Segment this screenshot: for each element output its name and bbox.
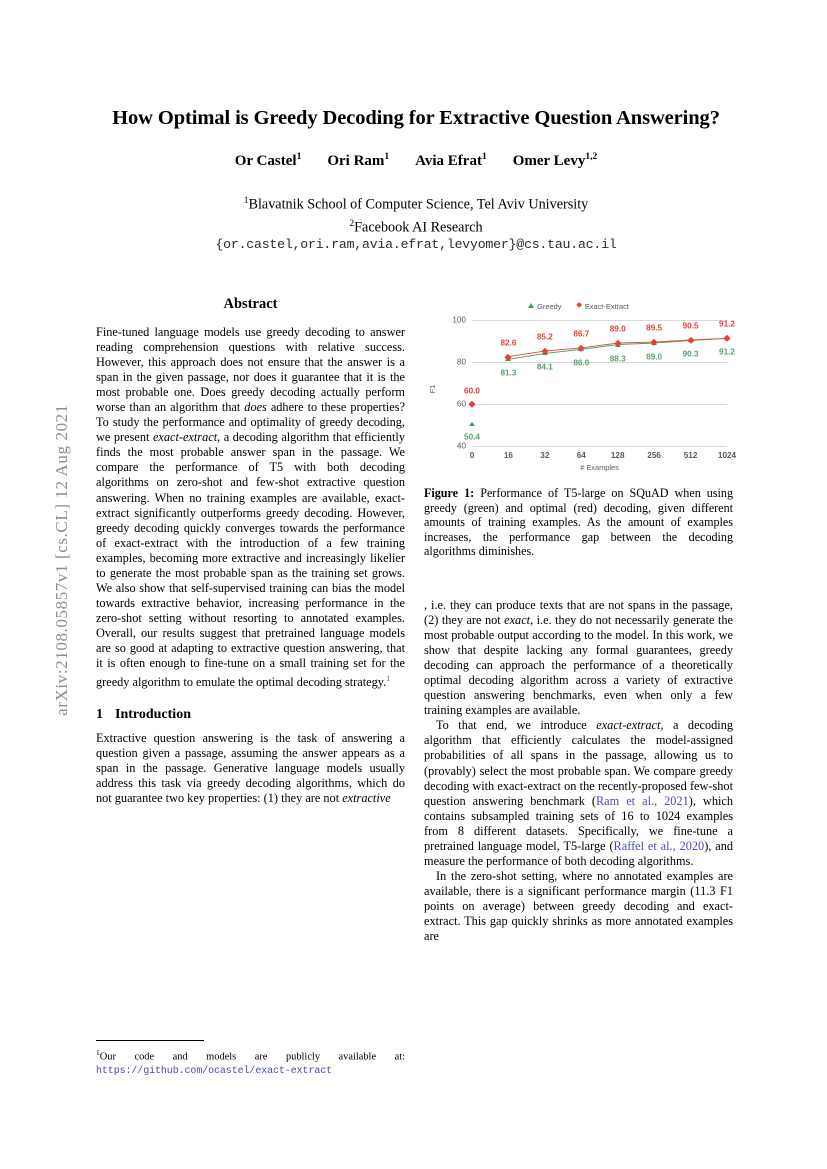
chart-data-label: 85.2 (536, 332, 553, 342)
affiliation-line (96, 192, 736, 215)
figure-caption-text: Performance of T5-large on SQuAD when using greedy (green) and optimal (red) decoding, given different amounts of training examples. As the amount of examples increases, the performance gap between the decoding algorithms diminishes. (424, 486, 734, 559)
chart-data-label: 84.1 (536, 362, 553, 372)
chart-data-label: 82.6 (500, 338, 517, 348)
abstract-paragraph (96, 325, 405, 690)
author-affil-marker: 1 (481, 152, 487, 162)
chart-plot-area (452, 315, 737, 460)
abstract-text-b: adhere to these properties? To study the performance and optimality of greedy decoding, we present (96, 400, 405, 445)
chart-y-tick: 40 (456, 441, 466, 451)
affiliation-text: Blavatnik School of Computer Science, Tel Aviv University (248, 196, 589, 213)
author-name: Ori Ram (327, 153, 385, 169)
abstract-emph-does: does (244, 400, 267, 415)
chart-legend (424, 302, 733, 311)
intro-emph-exact: exact (504, 613, 531, 628)
intro-text-b: , i.e. they can produce texts that are not spans in the passage, (2) they are not (424, 598, 733, 628)
author-affil-marker: 1 (296, 152, 302, 162)
affiliation-text: Facebook AI Research (354, 219, 483, 236)
author-affil-marker: 1,2 (585, 152, 598, 162)
intro2-text-d: ), and measure the performance of both decoding algorithms. (424, 838, 733, 868)
affiliation-line (96, 215, 736, 238)
chart-y-tick: 100 (452, 315, 466, 325)
intro-text-c: , i.e. they do not necessarily generate the most probable output according to the model. In this work, we show that despite lacking any formal guarantees, greedy decoding can approach the performance of a theoretically optimal decoding algorithm across a variety of extractive question answering benchmarks, even when only a few training examples are available. (424, 613, 733, 718)
author-name: Avia Efrat (415, 153, 482, 169)
footnote-text (96, 1046, 405, 1078)
author-name: Omer Levy (512, 153, 586, 169)
affiliation-block (96, 192, 736, 237)
chart-x-tick: 32 (540, 451, 550, 460)
chart-data-point (469, 422, 475, 426)
intro2-text-c: ), which contains subsampled training sets of 16 to 1024 examples from 8 different datasets. Specifically, we fine-tune a pretrained language model, T5-large ( (424, 793, 733, 853)
chart-x-axis-label: # Examples (580, 463, 619, 472)
footnote-body: Our code and models are publicly available at: (99, 1051, 405, 1063)
chart-x-tick: 256 (647, 451, 661, 460)
chart-data-label: 89.5 (646, 323, 663, 333)
legend-item-greedy (528, 302, 561, 311)
chart-data-label: 91.2 (719, 347, 735, 357)
figure-label: Figure 1: (424, 486, 475, 500)
intro-text-a: Extractive question answering is the task of answering a question given a passage, assuming the answer appears as a span in the passage. Generative language models usually address this task via greedy decoding algorithms, which do not guarantee two key properties: (1) they are not (96, 731, 405, 806)
chart-data-label: 90.3 (682, 349, 699, 359)
chart-y-axis-label: F1 (427, 384, 437, 394)
figure-1 (424, 298, 737, 559)
chart-y-tick: 60 (456, 399, 466, 409)
abstract-text-a: Fine-tuned language models use greedy decoding to answer reading comprehension questions with relative success. However, this approach does not ensure that the answer is a span in the given passage, nor does it guarantee that it is the most probable one. Does greedy decoding actually perform worse than an algorithm that (96, 325, 405, 415)
legend-label-exact-extract: Exact-Extract (584, 302, 629, 311)
author (327, 153, 389, 169)
chart-data-label: 88.3 (609, 354, 626, 364)
author-affil-marker: 1 (384, 152, 390, 162)
footnote-rule (96, 1040, 204, 1041)
page-title: How Optimal is Greedy Decoding for Extractive Question Answering? (112, 107, 720, 129)
abstract-heading: Abstract (223, 296, 278, 312)
author (415, 153, 487, 169)
chart-x-tick: 512 (683, 451, 698, 460)
chart-data-label: 89.0 (609, 324, 626, 334)
right-column (424, 598, 733, 944)
citation-ram-2021[interactable]: Ram et al., 2021 (595, 793, 689, 808)
section-heading-introduction (96, 707, 405, 723)
footnote-marker[interactable]: 1 (386, 674, 391, 684)
footnote-url[interactable]: https://github.com/ocastel/exact-extract (96, 1065, 333, 1077)
footnote-block (96, 1040, 405, 1078)
chart-f1-vs-examples (424, 298, 737, 480)
legend-item-exact-extract (577, 302, 628, 311)
chart-data-label: 50.4 (464, 432, 480, 442)
intro-paragraph-3: In the zero-shot setting, where no annotated examples are available, there is a significant performance margin (11.3 F1 points on average) between greedy decoding and exact-extract. This gap quickly shrinks as more annotated examples are (424, 868, 733, 944)
author (513, 153, 598, 169)
legend-label-greedy: Greedy (537, 302, 562, 311)
intro-emph-extractive: extractive (342, 791, 391, 806)
abstract-emph-exact-extract: exact-extract (152, 430, 218, 445)
chart-y-tick: 80 (456, 357, 466, 367)
citation-raffel-2020[interactable]: Raffel et al., 2020 (613, 838, 705, 853)
author-list (96, 152, 736, 170)
chart-data-label: 91.2 (719, 319, 735, 329)
chart-x-tick: 1024 (717, 451, 737, 460)
chart-data-label: 86.0 (573, 358, 590, 368)
arxiv-stamp: arXiv:2108.05857v1 [cs.CL] 12 Aug 2021 (52, 404, 71, 716)
chart-x-tick: 128 (610, 451, 625, 460)
affiliation-marker: 2 (349, 218, 355, 229)
intro-paragraph-1-right (424, 598, 733, 718)
intro2-text-b: , a decoding algorithm that efficiently calculates the model-assigned probabilities of all spans in the passage, allowing us to (provably) select the most probable span. We compare greedy decoding with exact-extract on the recently-proposed few-shot question answering benchmark ( (424, 718, 734, 808)
triangle-marker-icon (528, 303, 534, 308)
affiliation-marker: 1 (243, 196, 249, 206)
intro2-text-a: To that end, we introduce (436, 718, 597, 733)
contact-email: {or.castel,ori.ram,avia.efrat,levyomer}@cs.tau.ac.il (215, 237, 617, 252)
abstract-text-c: , a decoding algorithm that efficiently finds the most probable answer span in the passage. We compare the performance of T5 with both decoding algorithms on zero-shot and few-shot extractive question answering. When no training examples are available, exact-extract significantly outperforms greedy decoding. However, greedy decoding quickly converges towards the performance of exact-extract with the introduction of a few training examples, becoming more extractive and increasingly likelier to generate the most probable span as the training set grows. We also show that self-supervised training can bias the model towards extractive behavior, increasing performance in the zero-shot setting without resorting to annotated examples. Overall, our results suggest that pretrained language models are so good at adapting to extractive question answering, that it is often enough to fine-tune on a small training set for the greedy algorithm to emulate the optimal decoding strategy. (96, 430, 405, 690)
intro2-emph-exact-extract: exact-extract (596, 718, 661, 733)
chart-data-label: 81.3 (500, 368, 517, 378)
chart-data-label: 90.5 (682, 321, 699, 331)
chart-x-tick: 64 (576, 451, 586, 460)
author-name: Or Castel (234, 153, 297, 169)
footnote-number: 1 (96, 1048, 100, 1057)
section-title: Introduction (115, 707, 191, 723)
chart-data-label: 60.0 (464, 386, 480, 396)
author (235, 153, 302, 169)
chart-gridline (456, 441, 727, 451)
chart-x-tick: 0 (469, 451, 475, 460)
left-column (96, 296, 405, 806)
section-number: 1 (96, 707, 103, 723)
figure-caption (424, 486, 733, 559)
chart-data-label: 89.0 (646, 352, 663, 362)
intro-paragraph-2 (424, 718, 733, 868)
chart-data-label: 86.7 (573, 329, 590, 339)
intro-paragraph-1-left (96, 731, 405, 806)
diamond-marker-icon (577, 302, 583, 308)
chart-x-tick: 16 (503, 451, 513, 460)
